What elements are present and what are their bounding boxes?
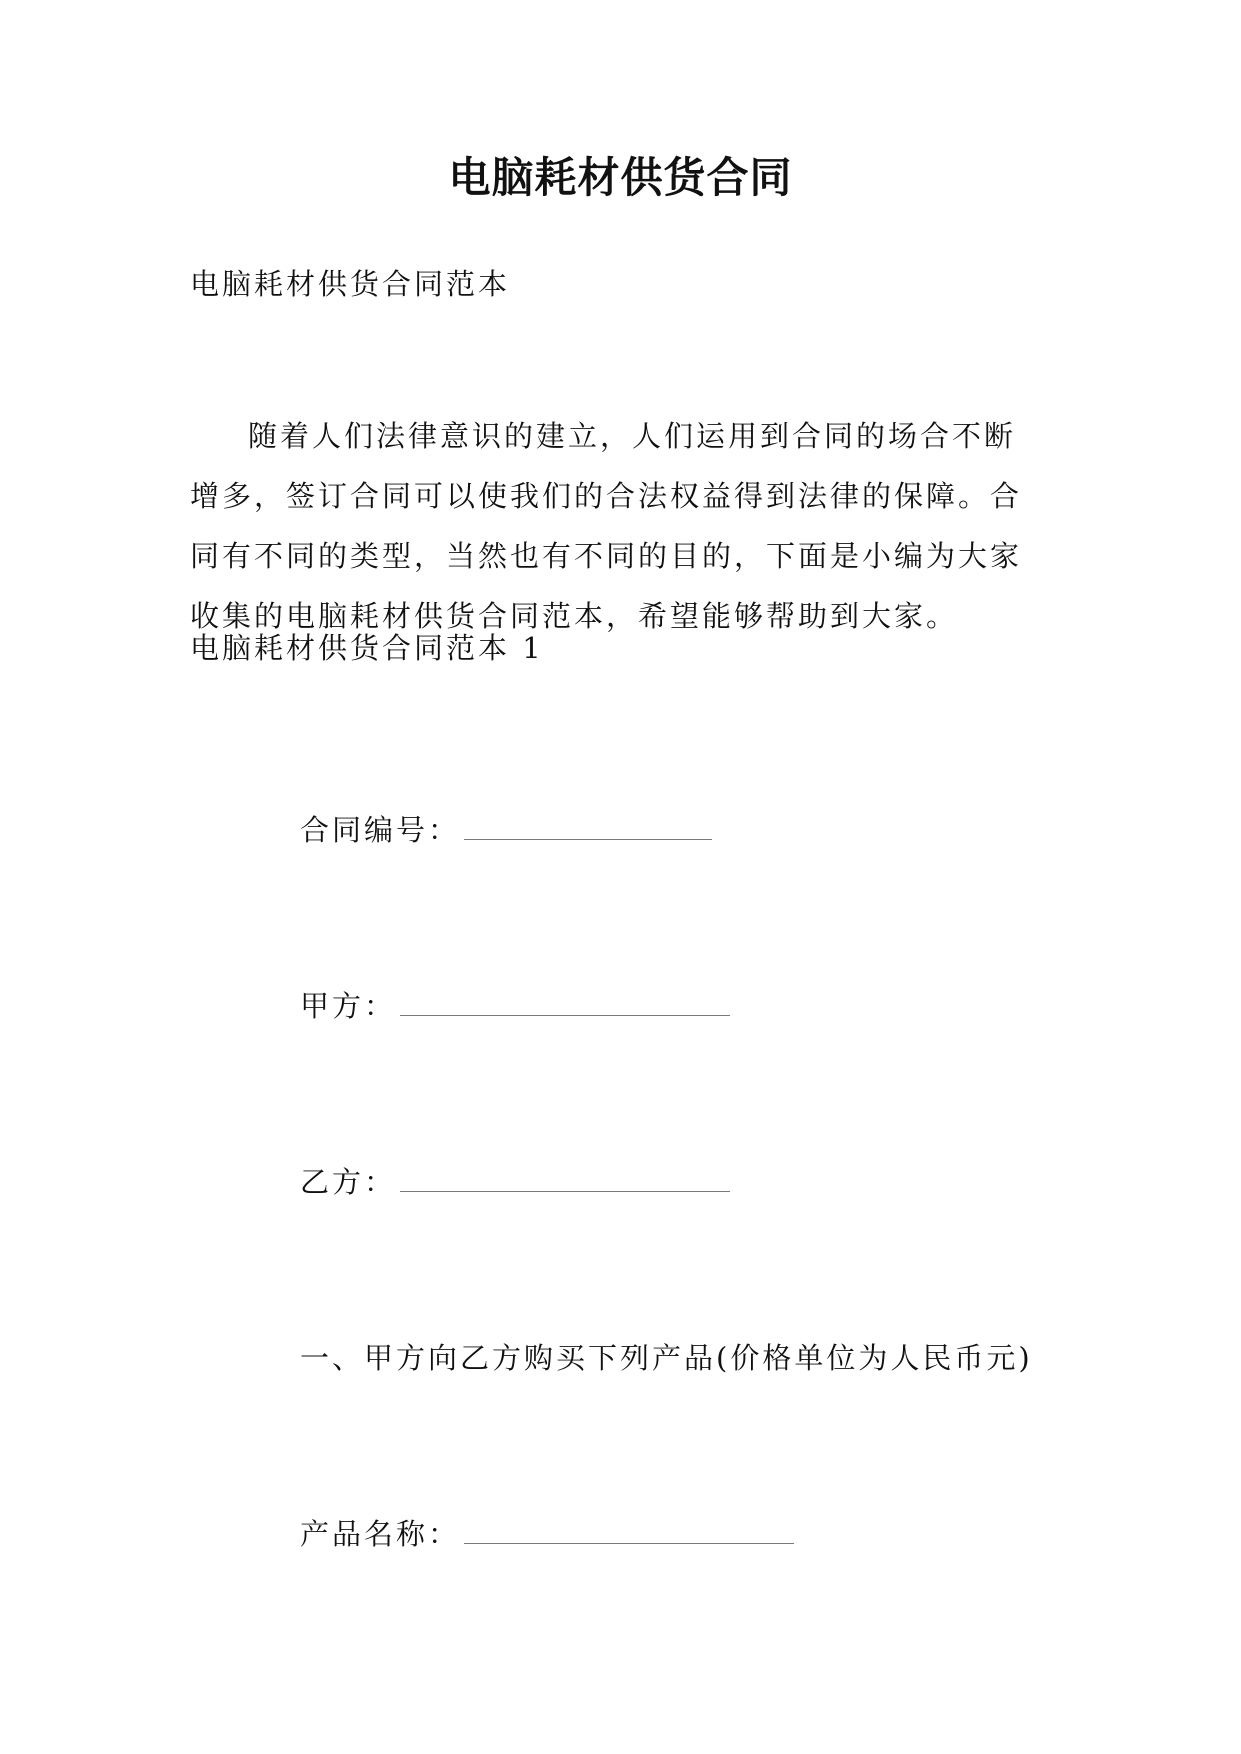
intro-paragraph [190, 406, 1050, 646]
document-title: 电脑耗材供货合同 [448, 153, 793, 202]
intro-line: 增多，签订合同可以使我们的合法权益得到法律的保障。合 [190, 479, 1023, 513]
product-name-row [300, 1504, 794, 1564]
intro-line: 随着人们法律意识的建立，人们运用到合同的场合不断 [248, 419, 1017, 453]
party-a-row [300, 976, 730, 1036]
party-a-blank[interactable] [400, 989, 730, 1016]
party-b-blank[interactable] [400, 1165, 730, 1192]
product-name-label: 产品名称： [300, 1517, 461, 1551]
party-b-row [300, 1152, 730, 1212]
clause-one: 一、甲方向乙方购买下列产品(价格单位为人民币元) [300, 1341, 1033, 1375]
party-b-label: 乙方： [300, 1165, 397, 1199]
contract-number-blank[interactable] [464, 813, 712, 840]
contract-number-row [300, 800, 712, 860]
intro-line: 收集的电脑耗材供货合同范本，希望能够帮助到大家。 [190, 599, 959, 633]
contract-number-label: 合同编号： [300, 813, 461, 847]
party-a-label: 甲方： [300, 989, 397, 1023]
intro-line: 同有不同的类型，当然也有不同的目的，下面是小编为大家 [190, 539, 1023, 573]
product-name-blank[interactable] [464, 1517, 794, 1544]
section-heading: 电脑耗材供货合同范本 1 [190, 631, 544, 665]
document-subtitle: 电脑耗材供货合同范本 [190, 267, 511, 301]
